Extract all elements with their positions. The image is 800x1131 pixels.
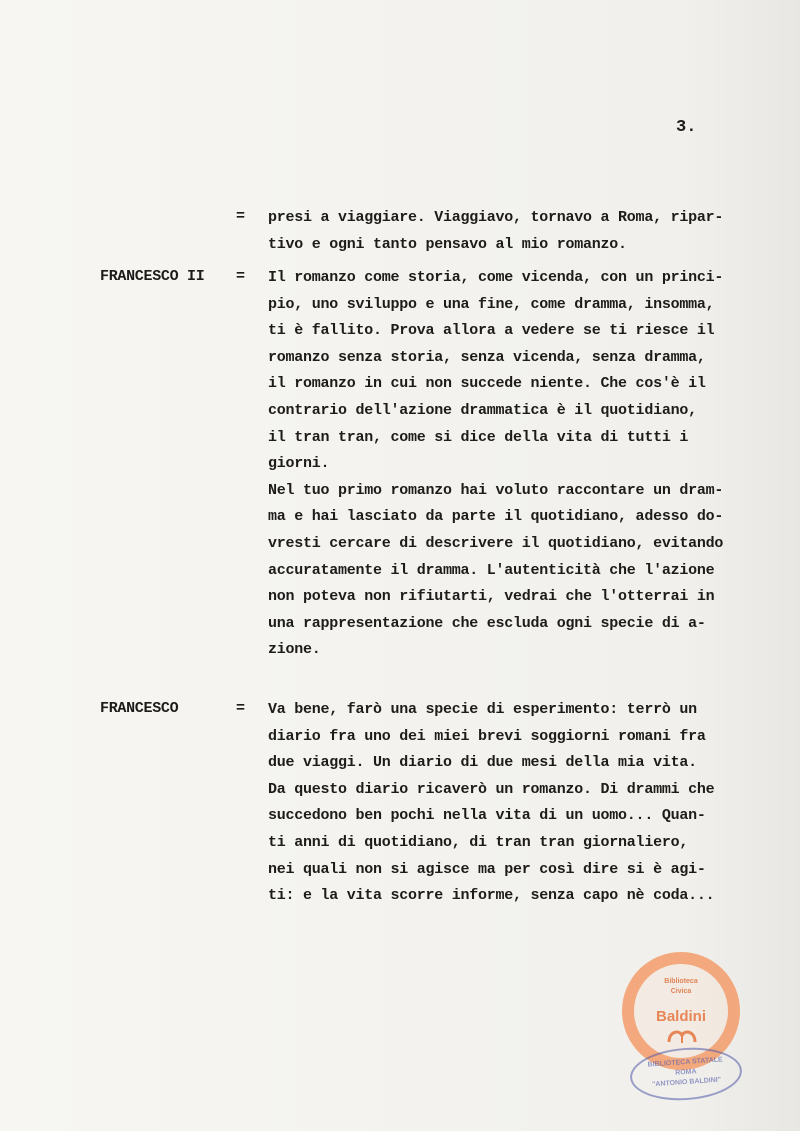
- ownership-line1: BIBLIOTECA STATALE: [647, 1056, 723, 1069]
- stamp-brand: Baldini: [655, 1008, 706, 1025]
- text-line: diario fra uno dei miei brevi soggiorni romani fra: [268, 727, 706, 745]
- text-line: il tran tran, come si dice della vita di tutti i: [268, 428, 689, 446]
- text-line: giorni.: [268, 455, 330, 473]
- ownership-line2: ROMA: [674, 1068, 697, 1077]
- text-line: una rappresentazione che escluda ogni specie di a-: [268, 614, 706, 632]
- text-line: presi a viaggiare. Viaggiavo, tornavo a Roma, ripar-: [268, 209, 724, 226]
- text-line: romanzo senza storia, senza vicenda, senza dramma,: [268, 348, 706, 366]
- text-line: due viaggi. Un diario di due mesi della mia vita.: [268, 754, 697, 772]
- speaker-separator: =: [236, 208, 246, 225]
- text-line: ti anni di quotidiano, di tran tran giornaliero,: [268, 834, 689, 851]
- open-book-icon: [667, 1026, 697, 1044]
- text-line: Nel tuo primo romanzo hai voluto raccontare un dram-: [268, 481, 724, 499]
- page-number: 3.: [676, 118, 697, 137]
- text-line: Va bene, farò una specie di esperimento: terrò un: [268, 701, 697, 718]
- text-line: il romanzo in cui non succede niente. Che cos'è il: [268, 375, 706, 393]
- text-line: nei quali non si agisce ma per così dire si è agi-: [268, 860, 706, 878]
- text-line: Da questo diario ricaverò un romanzo. Di drammi che: [268, 780, 715, 798]
- text-line: pio, uno sviluppo e una fine, come dramma, insomma,: [268, 295, 715, 313]
- text-line: succedono ben pochi nella vita di un uomo... Quan-: [268, 807, 706, 825]
- text-line: contrario dell'azione drammatica è il quotidiano,: [268, 402, 697, 419]
- text-line: ma e hai lasciato da parte il quotidiano, adesso do-: [268, 508, 724, 526]
- speaker-separator: =: [236, 268, 246, 285]
- text-line: Il romanzo come storia, come vicenda, con un princi-: [268, 269, 724, 286]
- text-line: tivo e ogni tanto pensavo al mio romanzo.: [268, 235, 627, 253]
- text-line: vresti cercare di descrivere il quotidiano, evitando: [268, 535, 724, 552]
- text-line: non poteva non rifiutarti, vedrai che l'otterrai in: [268, 588, 715, 606]
- ownership-line3: "ANTONIO BALDINI": [651, 1076, 722, 1089]
- speaker-separator: =: [236, 700, 246, 717]
- text-line: zione.: [268, 641, 321, 659]
- stamp-small-mid: Civica: [670, 988, 692, 995]
- speaker-name: FRANCESCO II: [100, 268, 205, 285]
- text-line: ti: e la vita scorre informe, senza capo nè coda...: [268, 887, 715, 905]
- speaker-name: FRANCESCO: [100, 700, 179, 717]
- text-line: accuratamente il dramma. L'autenticità che l'azione: [268, 561, 715, 579]
- text-line: ti è fallito. Prova allora a vedere se ti riesce il: [268, 322, 715, 340]
- stamp-small-top: Biblioteca: [664, 978, 698, 985]
